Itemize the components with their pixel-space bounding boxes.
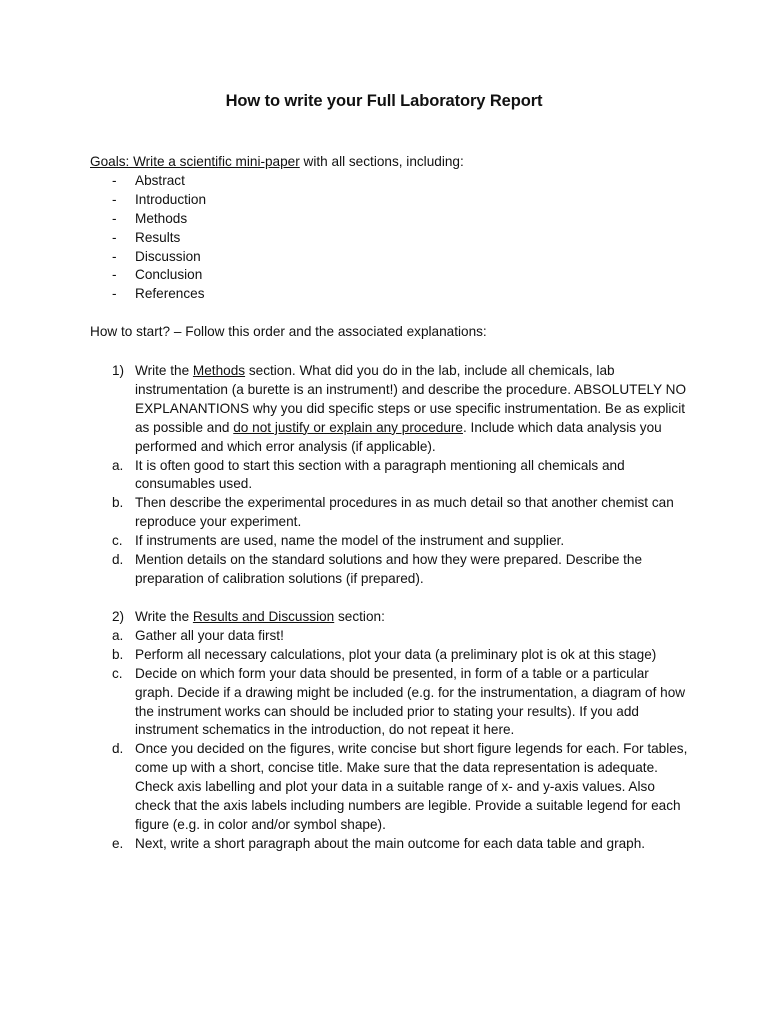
list-item-text: Conclusion xyxy=(135,267,203,283)
goals-rest: with all sections, including: xyxy=(299,154,464,169)
item-text: It is often good to start this section with a paragraph mentioning all chemicals and consumables used. xyxy=(135,457,625,492)
step-number: 1) xyxy=(112,363,125,378)
item-text: Mention details on the standard solutions and how they were prepared. Describe the preparation of calibration solutions (if prepared). xyxy=(135,552,643,586)
list-item xyxy=(90,285,464,304)
item-letter: b. xyxy=(112,495,124,511)
step-text-post: section: xyxy=(334,609,385,624)
step-text xyxy=(135,362,690,457)
item-letter: b. xyxy=(112,646,124,662)
item-text: Next, write a short paragraph about the main outcome for each data table and graph. xyxy=(135,835,646,851)
list-item-text: Discussion xyxy=(135,248,201,264)
item-text: Then describe the experimental procedures in as much detail so that another chemist can reproduce your experiment. xyxy=(135,495,674,530)
item-letter: e. xyxy=(112,835,124,851)
item-letter: a. xyxy=(112,627,124,643)
list-item xyxy=(90,191,464,210)
item-text: Once you decided on the figures, write concise but short figure legends for each. For tables, come up with a short, concise title. Make sure that the data representation is adequate. Check axis labelling and plot your data in a suitable range of x- and y-axis values. Also check that the axis labels including numbers are legible. Provide a suitable legend for each figure (e.g. in color and/or symbol shape). xyxy=(135,741,688,832)
list-item xyxy=(90,172,464,191)
list-item-text: Abstract xyxy=(135,172,185,188)
step-text xyxy=(135,608,690,627)
results-sublist xyxy=(90,627,690,854)
list-item-text: References xyxy=(135,286,205,302)
item-letter: c. xyxy=(112,665,123,681)
list-item xyxy=(90,210,464,229)
sublist-item xyxy=(90,627,690,646)
step-text-pre: Write the xyxy=(135,609,193,624)
item-letter: c. xyxy=(112,533,123,549)
step-methods xyxy=(90,362,690,589)
step-text-post: . Include which data analysis you performed and which error analysis (if applicable). xyxy=(135,419,662,454)
results-discussion-term: Results and Discussion xyxy=(192,609,335,624)
goals-block xyxy=(90,153,464,304)
item-letter: d. xyxy=(112,741,124,757)
list-item-text: Introduction xyxy=(135,191,207,207)
document-title: How to write your Full Laboratory Report xyxy=(225,92,543,110)
item-text: If instruments are used, name the model of the instrument and supplier. xyxy=(135,533,565,549)
list-dash: - xyxy=(112,286,117,302)
item-text: Decide on which form your data should be presented, in form of a table or a particular graph. Decide if a drawing might be included (e.g. for the instrumentation, a diagram of how the instrument works can should be included prior to stating your results). If you add instrument schematics in the introduction, do not repeat it here. xyxy=(135,665,686,738)
item-text: Perform all necessary calculations, plot your data (a preliminary plot is ok at this stage) xyxy=(135,646,657,662)
step-text-pre: Write the xyxy=(135,363,193,378)
list-dash: - xyxy=(112,248,117,264)
emphasis-text: do not justify or explain any procedure xyxy=(233,419,463,435)
sublist-item xyxy=(90,665,690,741)
list-item-text: Results xyxy=(135,229,181,245)
sublist-item xyxy=(90,835,690,854)
how-to-start: How to start? – Follow this order and the associated explanations: xyxy=(90,324,487,339)
item-letter: a. xyxy=(112,457,124,473)
sublist-item xyxy=(90,494,690,532)
list-dash: - xyxy=(112,191,117,207)
sublist-item xyxy=(90,740,690,835)
goals-line xyxy=(90,153,464,172)
sublist-item xyxy=(90,457,690,495)
item-text: Gather all your data first! xyxy=(135,627,284,643)
methods-sublist xyxy=(90,457,690,589)
list-dash: - xyxy=(112,210,117,226)
list-dash: - xyxy=(112,172,117,188)
list-item xyxy=(90,248,464,267)
step-results-discussion xyxy=(90,608,690,854)
sublist-item xyxy=(90,551,690,589)
list-item xyxy=(90,266,464,285)
list-dash: - xyxy=(112,267,117,283)
sections-list xyxy=(90,172,464,304)
step-text-mid: section. What did you do in the lab, include all chemicals, lab instrumentation (a burette is an instrument!) and describe the procedure. ABSOLUTELY NO EXPLANANTIONS why you did specific steps or use specific instrumentation. Be as explicit as possible and xyxy=(135,363,687,435)
goals-label: Goals: Write a scientific mini-paper xyxy=(90,154,300,169)
sublist-item xyxy=(90,646,690,665)
methods-term: Methods xyxy=(192,363,246,378)
step-number: 2) xyxy=(112,609,125,624)
list-item xyxy=(90,229,464,248)
item-letter: d. xyxy=(112,552,124,568)
list-item-text: Methods xyxy=(135,210,188,226)
sublist-item xyxy=(90,532,690,551)
list-dash: - xyxy=(112,229,117,245)
